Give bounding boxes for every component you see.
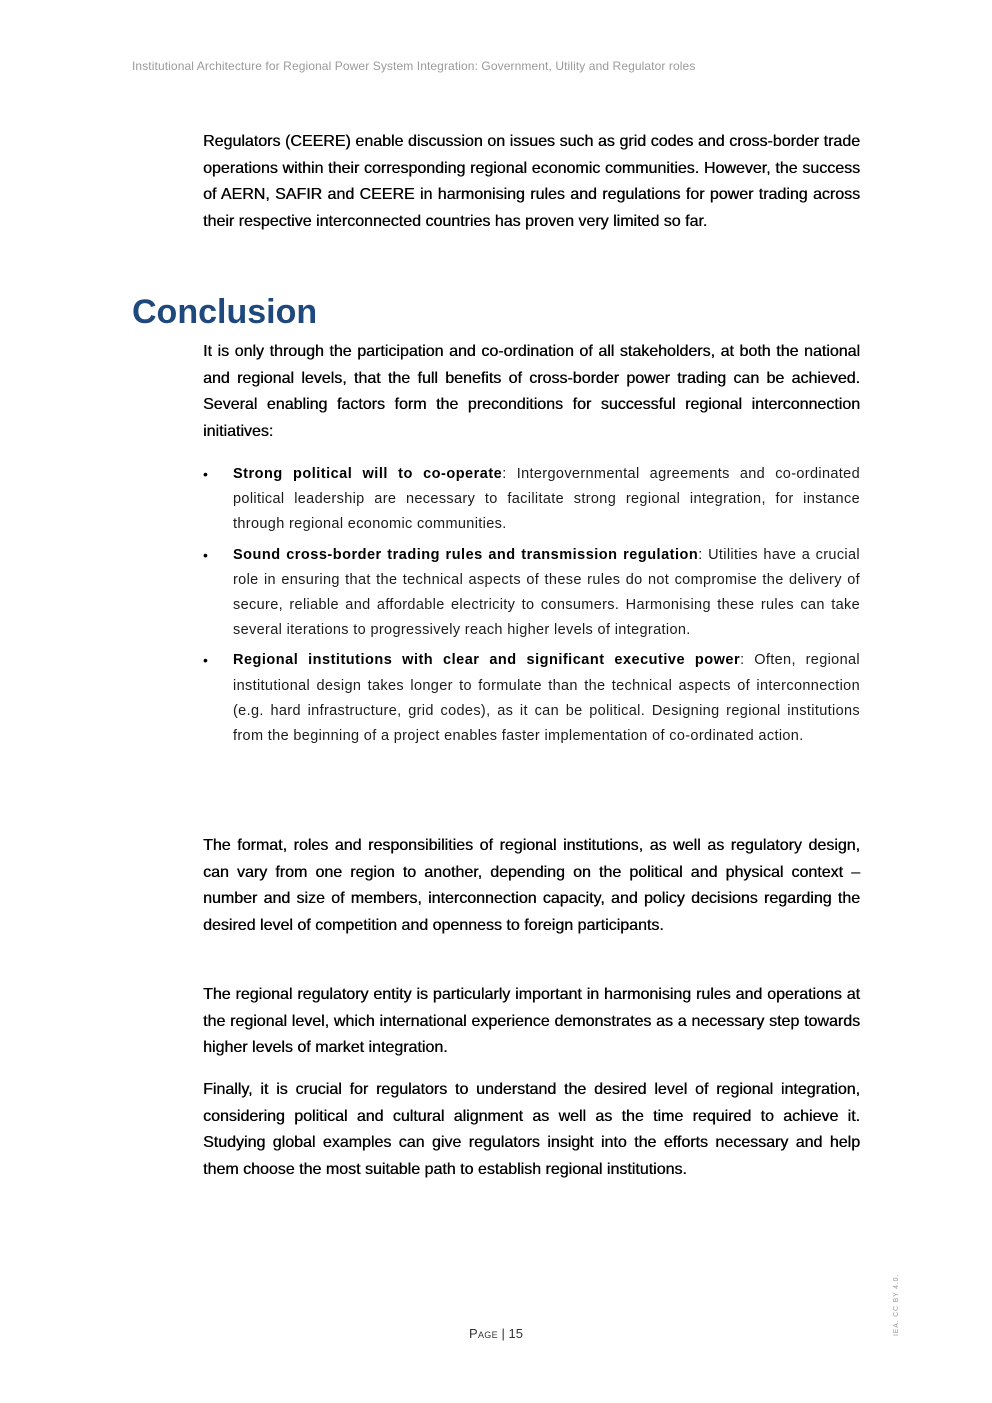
- page-separator: |: [497, 1326, 509, 1341]
- format-paragraph: The format, roles and responsibilities of regional institutions, as well as regulatory design, can vary from one region to another, depending on the political and physical context – number and size of members, interconnection capacity, and policy decisions regarding the desired level of competition and openness to foreign participants.: [203, 837, 860, 934]
- bullet-term: Strong political will to co-operate: [233, 466, 503, 482]
- bullet-text: : Utilities have a crucial role in ensuring that the technical aspects of these rules do not compromise the delivery of secure, reliable and affordable electricity to consumers. Harmonising these rules can take several iterations to progressively reach higher levels of integration.: [233, 546, 860, 639]
- regulatory-entity-paragraph: The regional regulatory entity is particularly important in harmonising rules and operations at the regional level, which international experience demonstrates as a necessary step towards higher levels of market integration.: [203, 986, 860, 1056]
- intro-paragraph: Regulators (CEERE) enable discussion on issues such as grid codes and cross-border trade operations within their corresponding regional economic communities. However, the success of AERN, SAFIR and CEERE in harmonising rules and regulations for power trading across their respective interconnected countries has proven very limited so far.: [203, 133, 860, 230]
- page-label: Page: [469, 1326, 498, 1341]
- running-header: Institutional Architecture for Regional Power System Integration: Government, Utility and Regulator roles: [132, 59, 696, 73]
- page-footer: [0, 1326, 992, 1341]
- bullet-icon: •: [203, 466, 209, 482]
- list-item: [203, 543, 860, 644]
- list-item: [203, 462, 860, 538]
- license-note: IEA. CC BY 4.0.: [893, 1273, 900, 1336]
- list-item: [203, 648, 860, 749]
- bullet-text: : Intergovernmental agreements and co-ordinated political leadership are necessary to facilitate strong regional integration, for instance through regional economic communities.: [233, 466, 860, 533]
- final-paragraph: Finally, it is crucial for regulators to understand the desired level of regional integration, considering political and cultural alignment as well as the time required to achieve it. Studying global examples can give regulators insight into the efforts necessary and help them choose the most suitable path to establish regional institutions.: [203, 1081, 860, 1178]
- bullet-icon: •: [203, 546, 209, 563]
- lead-paragraph: It is only through the participation and co-ordination of all stakeholders, at both the national and regional levels, that the full benefits of cross-border power trading can be achieved. Several enabling factors form the preconditions for successful regional interconnection initiatives:: [203, 343, 860, 440]
- enabling-factors-list: [203, 462, 860, 754]
- bullet-term: Sound cross-border trading rules and transmission regulation: [233, 546, 699, 563]
- bullet-icon: •: [203, 652, 209, 669]
- bullet-text: : Often, regional institutional design takes longer to formulate than the technical aspects of interconnection (e.g. hard infrastructure, grid codes), as it can be political. Designing regional institutions from the beginning of a project enables faster implementation of co-ordinated action.: [233, 652, 860, 745]
- page-number: 15: [508, 1326, 523, 1341]
- bullet-term: Regional institutions with clear and significant executive power: [233, 652, 741, 669]
- section-heading: Conclusion: [132, 293, 318, 331]
